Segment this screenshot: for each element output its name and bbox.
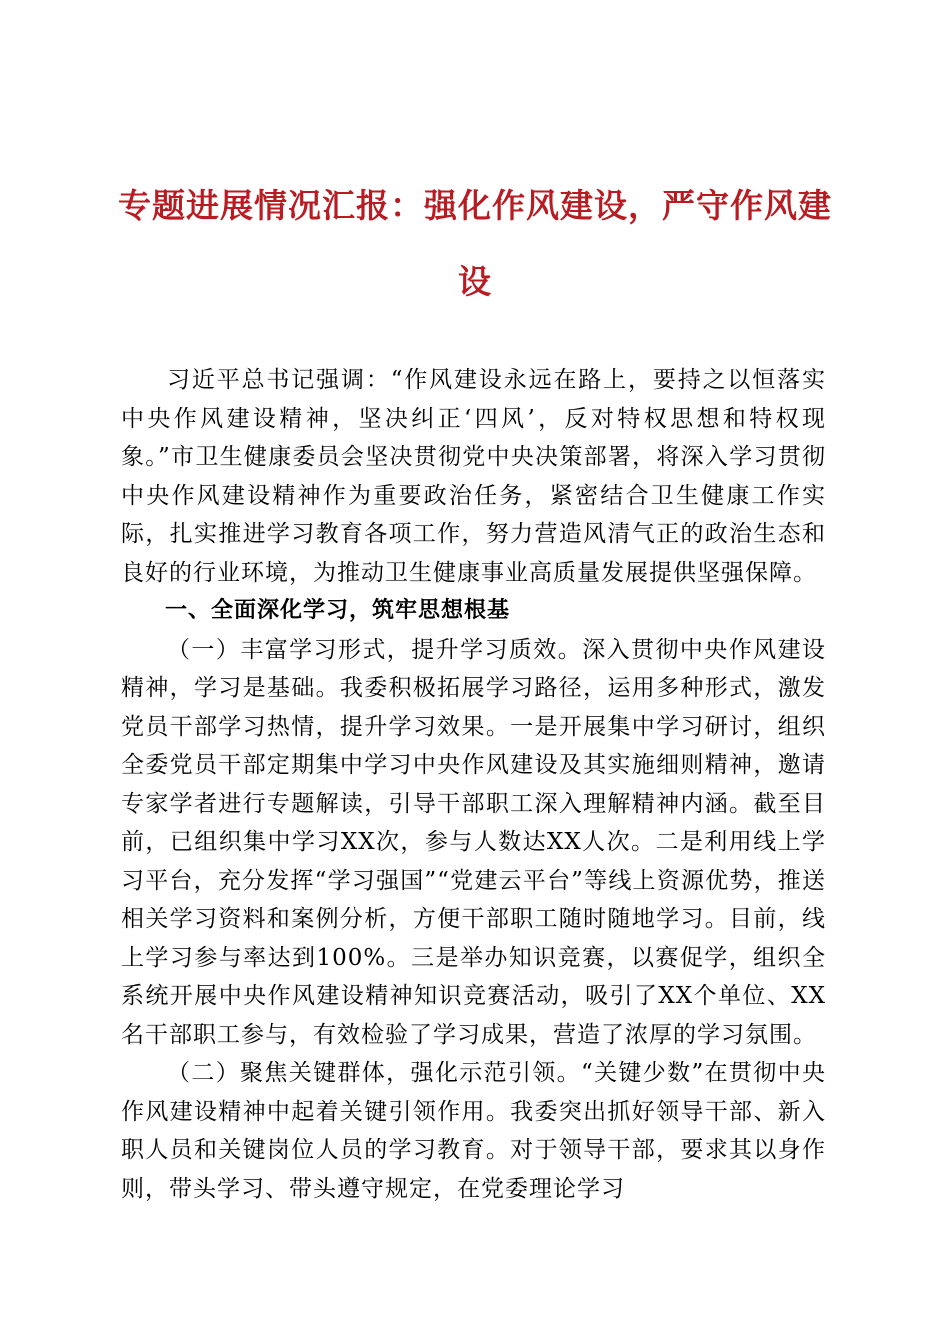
document-body (121, 361, 826, 1208)
subsection-paragraph-2: （二）聚焦关键群体，强化示范引领。“关键少数”在贯彻中央作风建设精神中起着关键引领作用。我委突出抓好领导干部、新入职人员和关键岗位人员的学习教育。对于领导干部，要求其以身作则，带头学习、带头遵守规定，在党委理论学习 (121, 1060, 826, 1202)
document-title: 专题进展情况汇报：强化作风建设，严守作风建设 (118, 186, 832, 301)
subsection-paragraph-1: （一）丰富学习形式，提升学习质效。深入贯彻中央作风建设精神，学习是基础。我委积极拓展学习路径，运用多种形式，激发党员干部学习热情，提升学习效果。一是开展集中学习研讨，组织全委党员干部定期集中学习中央作风建设及其实施细则精神，邀请专家学者进行专题解读，引导干部职工深入理解精神内涵。截至目前，已组织集中学习XX次，参与人数达XX人次。二是利用线上学习平台，充分发挥“学习强国”“党建云平台”等线上资源优势，推送相关学习资料和案例分析，方便干部职工随时随地学习。目前，线上学习参与率达到100%。三是举办知识竞赛，以赛促学，组织全系统开展中央作风建设精神知识竞赛活动，吸引了XX个单位、XX名干部职工参与，有效检验了学习成果，营造了浓厚的学习氛围。 (121, 636, 826, 1048)
section-heading-1: 一、全面深化学习，筑牢思想根基 (165, 598, 511, 623)
intro-paragraph: 习近平总书记强调：“作风建设永远在路上，要持之以恒落实中央作风建设精神，坚决纠正‘四风’，反对特权思想和特权现象。”市卫生健康委员会坚决贯彻党中央决策部署，将深入学习贯彻中央作风建设精神作为重要政治任务，紧密结合卫生健康工作实际，扎实推进学习教育各项工作，努力营造风清气正的政治生态和良好的行业环境，为推动卫生健康事业高质量发展提供坚强保障。 (121, 367, 826, 586)
